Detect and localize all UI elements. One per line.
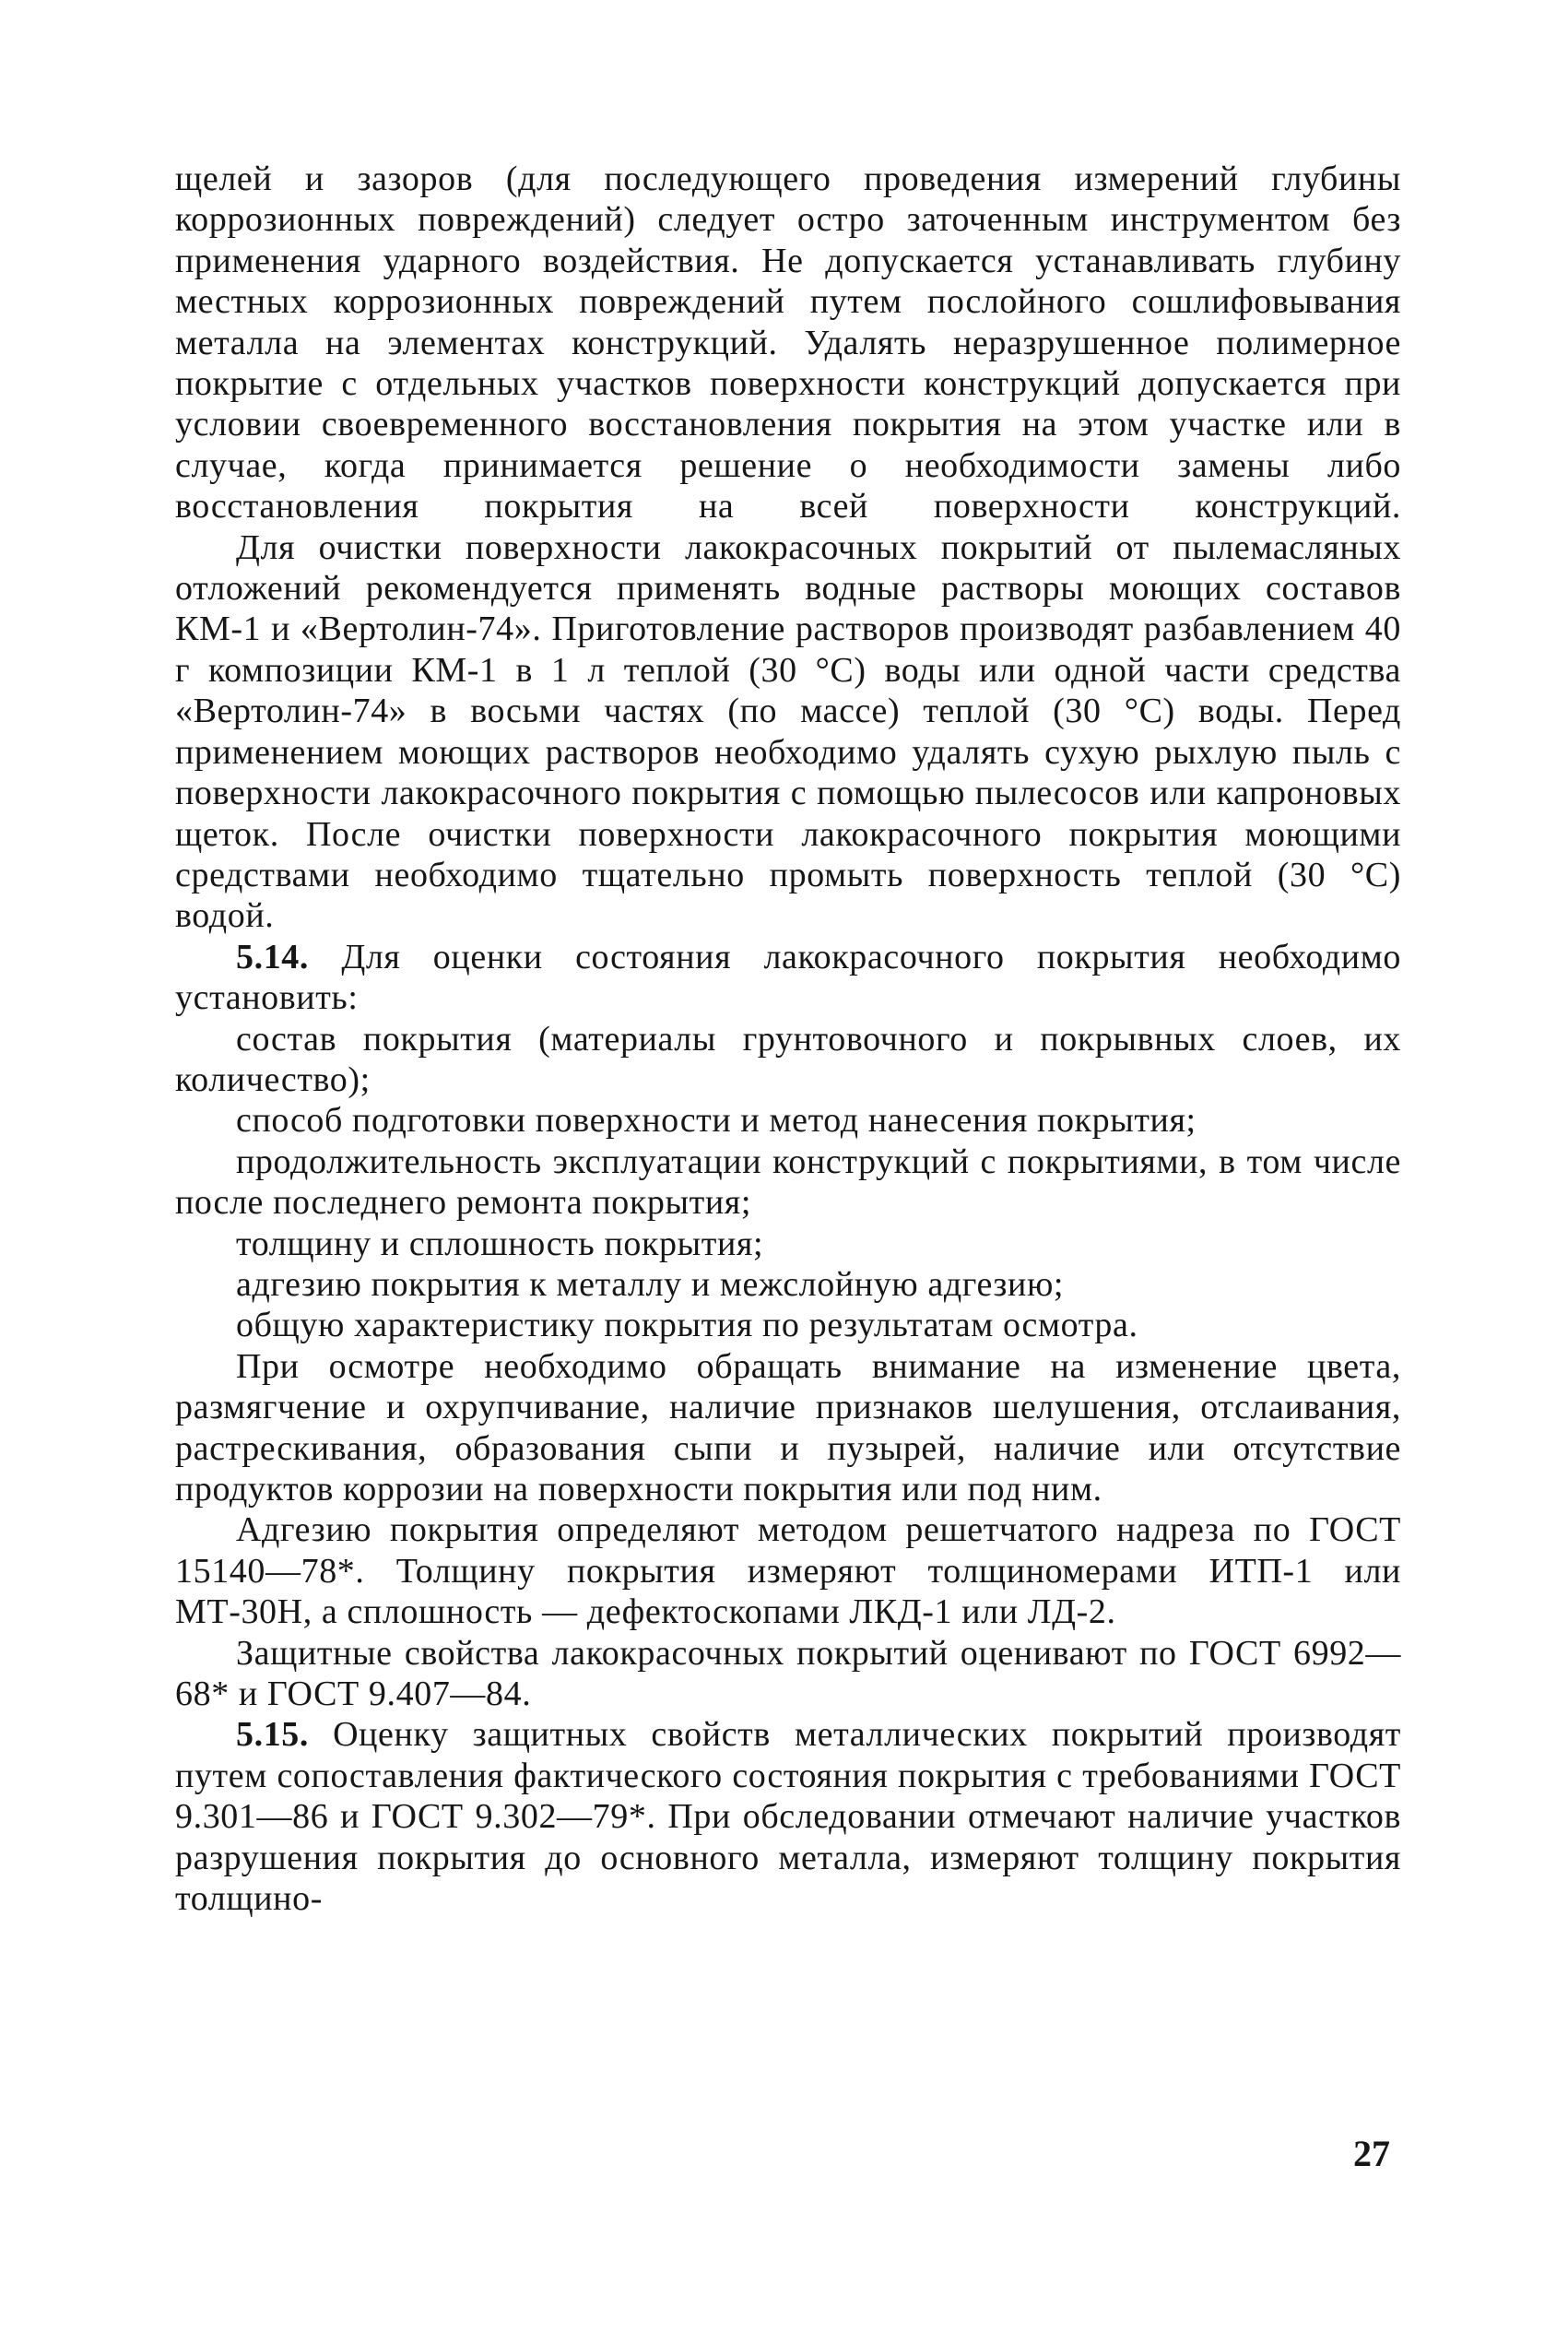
list-item-preparation: способ подготовки поверхности и метод нанесения покрытия; <box>236 1101 1197 1141</box>
page-number: 27 <box>1353 2133 1390 2174</box>
paragraph-protective-properties: Защитные свойства лакокрасочных покрытий оценивают по ГОСТ 6992—68* и ГОСТ 9.407—84. <box>175 1633 1401 1714</box>
list-item-duration: продолжительность эксплуатации конструкций с покрытиями, в том числе после последнего ремонта покрытия; <box>175 1142 1401 1223</box>
list-item-adhesion: адгезию покрытия к металлу и межслойную адгезию; <box>236 1264 1065 1304</box>
paragraph-continuation: щелей и зазоров (для последующего проведения измерений глубины коррозионных повреждений) следует остро заточенным инструментом без применения ударного воздействия. Не допускается устанавливать глубину местных коррозионных повреждений путем послойного сошлифовывания металла на элементах конструкций. Удалять неразрушенное полимерное покрытие с отдельных участков поверхности конструкций допускается при условии своевременного восстановления покрытия на этом участке или в случае, когда принимается решение о необходимости замены либо восстановления покрытия на всей поверхности конструкций. <box>175 160 1401 527</box>
list-item-composition: состав покрытия (материалы грунтовочного и покрывных слоев, их количество); <box>175 1019 1401 1099</box>
paragraph-adhesion-method: Адгезию покрытия определяют методом решетчатого надреза по ГОСТ 15140—78*. Толщину покрытия измеряют толщиномерами ИТП-1 или МТ-30Н, а сплошность — дефектоскопами ЛКД-1 или ЛД-2. <box>175 1510 1401 1632</box>
paragraph-5-15 <box>175 1714 1401 1919</box>
document-page <box>175 159 1401 1919</box>
list-item-thickness: толщину и сплошность покрытия; <box>236 1224 764 1263</box>
paragraph-text: Для оценки состояния лакокрасочного покрытия необходимо установить: <box>175 937 1401 1018</box>
list-item-characteristic: общую характеристику покрытия по результатам осмотра. <box>236 1306 1138 1345</box>
paragraph-5-14 <box>175 937 1401 1019</box>
paragraph-cleaning: Для очистки поверхности лакокрасочных покрытий от пылемасляных отложений рекомендуется применять водные растворы моющих составов КМ-1 и «Вертолин-74». Приготовление растворов производят разбавлением 40 г композиции КМ-1 в 1 л теплой (30 °С) воды или одной части средства «Вертолин-74» в восьми частях (по массе) теплой (30 °С) воды. Перед применением моющих растворов необходимо удалять сухую рыхлую пыль с поверхности лакокрасочного покрытия с помощью пылесосов или капроновых щеток. После очистки поверхности лакокрасочного покрытия моющими средствами необходимо тщательно промыть поверхность теплой (30 °С) водой. <box>175 527 1401 936</box>
paragraph-text: Оценку защитных свойств металлических покрытий производят путем сопоставления фактического состояния покрытия с требованиями ГОСТ 9.301—86 и ГОСТ 9.302—79*. При обследовании отмечают наличие участков разрушения покрытия до основного металла, измеряют толщину покрытия толщино- <box>175 1715 1401 1919</box>
paragraph-inspection: При осмотре необходимо обращать внимание на изменение цвета, размягчение и охрупчивание, наличие признаков шелушения, отслаивания, растрескивания, образования сыпи и пузырей, наличие или отсутствие продуктов коррозии на поверхности покрытия или под ним. <box>175 1346 1401 1509</box>
section-number: 5.15. <box>236 1715 309 1755</box>
section-number: 5.14. <box>236 937 309 976</box>
